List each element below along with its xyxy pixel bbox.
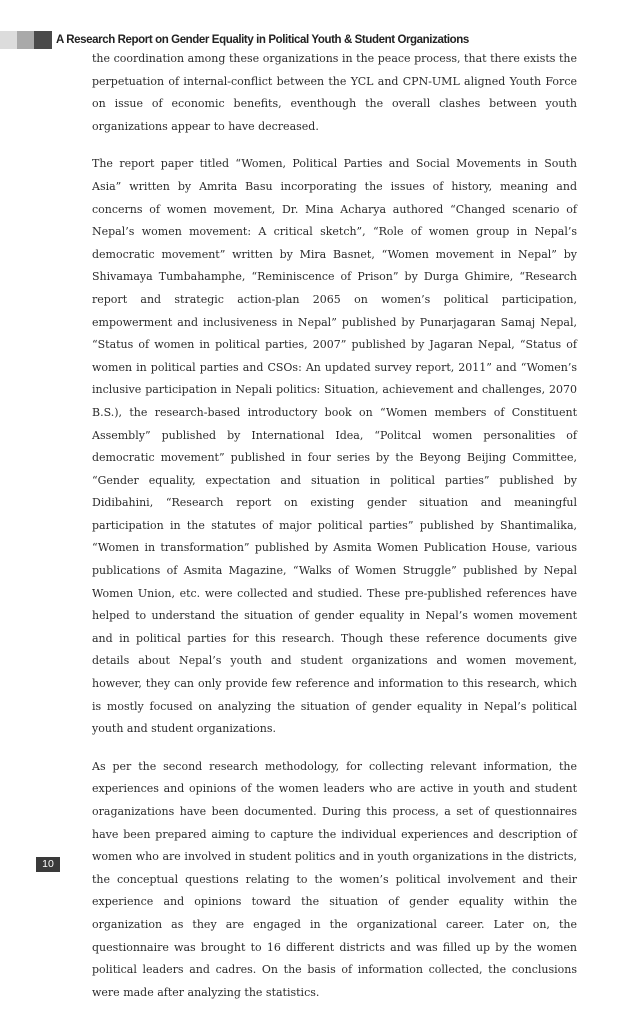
header-color-band (0, 31, 52, 49)
paragraph-methodology: As per the second research methodology, for collecting relevant information, the experiences and opinions of the women leaders who are active in youth and student oraganizations have been documented. During this process, a set of questionnaires have been prepared aiming to capture the individual experiences and description of women who are involved in student politics and in youth organizations in the districts, the conceptual questions relating to the women’s political involvement and their experience and opinions toward the situation of gender equality within the organization as they are engaged in the organizational career. Later on, the questionnaire was brought to 16 different districts and was filled up by the women political leaders and cadres. On the basis of information collected, the conclusions were made after analyzing the statistics. (92, 759, 577, 999)
header-band-mid-segment (17, 31, 34, 49)
header-band-dark-segment (34, 31, 52, 49)
running-header-title: A Research Report on Gender Equality in Political Youth & Student Organizations (56, 34, 469, 46)
paragraph-literature-review: The report paper titled “Women, Political Parties and Social Movements in South Asia” written by Amrita Basu incorporating the issues of history, meaning and concerns of women movement, Dr. Mina Acharya authored “Changed scenario of Nepal’s women movement: A critical sketch”, “Role of women group in Nepal’s democratic movement” written by Mira Basnet, “Women movement in Nepal” by Shivamaya Tumbahamphe, “Reminiscence of Prison” by Durga Ghimire, “Research report and strategic action-plan 2065 on women’s political participation, empowerment and inclusiveness in Nepal” published by Punarjagaran Samaj Nepal, “Status of women in political parties, 2007” published by Jagaran Nepal, “Status of women in political parties and CSOs: An updated survey report, 2011” and “Women’s inclusive participation in Nepali politics: Situation, achievement and challenges, 2070 B.S.), the research-based introductory book on “Women members of Constituent Assembly” published by International Idea, “Politcal women personalities of democratic movement” published in four series by the Beyong Beijing Committee, “Gender equality, expectation and situation in political parties” published by Didibahini, “Research report on existing gender situation and meaningful participation in the statutes of major political parties” published by Shantimalika, “Women in transformation” published by Asmita Women Publication House, various publications of Asmita Magazine, “Walks of Women Struggle” published by Nepal Women Union, etc. were collected and studied. These pre-published references have helped to understand the situation of gender equality in Nepal’s women movement and in political parties for this research. Though these reference documents give details about Nepal’s youth and student organizations and women movement, however, they can only provide few reference and information to this research, which is mostly focused on analyzing the situation of gender equality in Nepal’s political youth and student organizations. (92, 157, 577, 736)
paragraph-continuation: the coordination among these organizations in the peace process, that there exists the perpetuation of internal-conflict between the YCL and CPN-UML aligned Youth Force on issue of economic benefits, eventhough the overall clashes between youth organizations appear to have decreased. (92, 52, 577, 133)
page-number: 10 (36, 857, 60, 872)
header-band-light-segment (0, 31, 17, 49)
body-text (92, 48, 577, 1019)
